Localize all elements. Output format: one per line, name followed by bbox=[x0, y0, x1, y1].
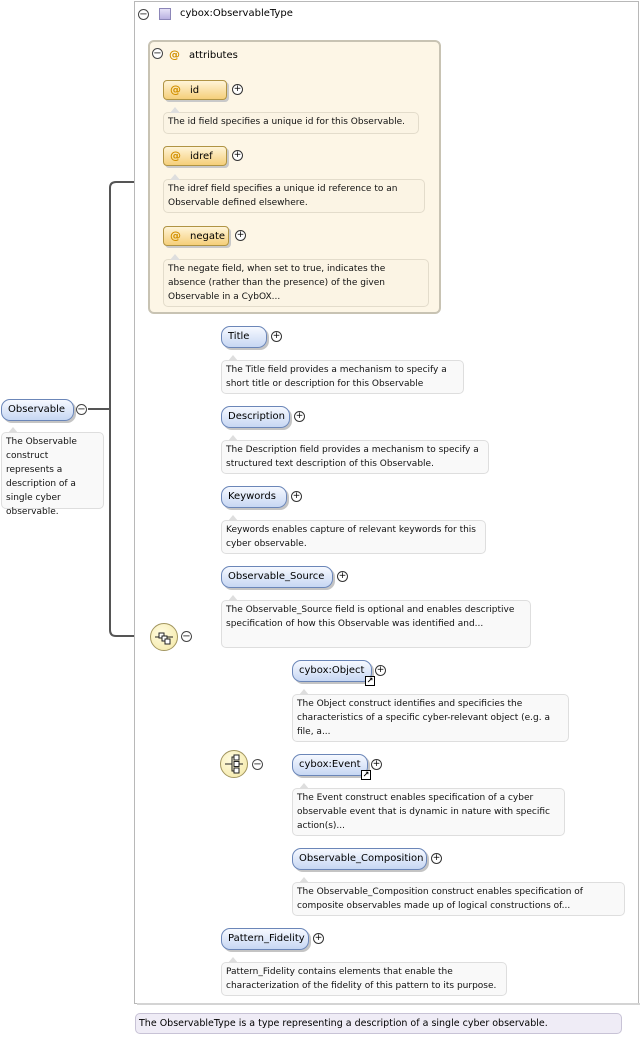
expand-negate-button[interactable]: + bbox=[236, 230, 245, 240]
element-node-observable-source[interactable]: Observable_Source bbox=[221, 566, 333, 588]
sequence-compositor[interactable] bbox=[150, 623, 178, 651]
expand-description-button[interactable]: + bbox=[295, 411, 304, 421]
root-element-node[interactable]: Observable bbox=[1, 399, 74, 421]
attribute-icon: @ bbox=[170, 229, 181, 242]
type-doc: The ObservableType is a type representing a description of a single cyber observable. bbox=[135, 1013, 622, 1034]
element-node-keywords[interactable]: Keywords bbox=[221, 486, 287, 508]
type-collapse-button[interactable]: − bbox=[139, 9, 148, 20]
choice-icon bbox=[221, 751, 247, 777]
element-node-cybox-event[interactable]: cybox:Event bbox=[292, 754, 368, 776]
attribute-icon: @ bbox=[169, 48, 180, 61]
attribute-node-idref[interactable]: @ idref bbox=[163, 146, 227, 166]
attribute-doc-negate: The negate field, when set to true, indicates the absence (rather than the presence) of the given Observable in a CybOX... bbox=[163, 259, 429, 307]
element-node-title[interactable]: Title bbox=[221, 326, 267, 348]
sequence-icon bbox=[151, 624, 177, 650]
expand-keywords-button[interactable]: + bbox=[292, 491, 301, 501]
element-doc-description: The Description field provides a mechanism to specify a structured text description of this Observable. bbox=[221, 440, 489, 474]
type-name: cybox:ObservableType bbox=[180, 8, 293, 19]
type-frame-shadow bbox=[137, 1003, 640, 1005]
expand-cybox-event-button[interactable]: + bbox=[372, 759, 381, 769]
element-doc-observable-source: The Observable_Source field is optional and enables descriptive specification of how this Observable was identified and... bbox=[221, 600, 531, 648]
attributes-header: @ attributes bbox=[169, 48, 238, 61]
attributes-collapse-button[interactable]: − bbox=[153, 48, 162, 59]
expand-idref-button[interactable]: + bbox=[233, 150, 242, 160]
choice-compositor[interactable] bbox=[220, 750, 248, 778]
reference-arrow-icon: ↗ bbox=[362, 770, 370, 779]
attribute-node-id[interactable]: @ id bbox=[163, 80, 227, 100]
attribute-node-negate[interactable]: @ negate bbox=[163, 226, 229, 246]
element-doc-pattern-fidelity: Pattern_Fidelity contains elements that enable the characterization of the fidelity of this pattern to its purpose. bbox=[221, 962, 507, 996]
complex-type-icon bbox=[159, 8, 171, 20]
element-node-cybox-object[interactable]: cybox:Object bbox=[292, 660, 372, 682]
element-node-observable-composition[interactable]: Observable_Composition bbox=[292, 848, 427, 870]
element-node-pattern-fidelity[interactable]: Pattern_Fidelity bbox=[221, 928, 309, 950]
expand-id-button[interactable]: + bbox=[233, 84, 242, 94]
expand-pattern-fidelity-button[interactable]: + bbox=[314, 933, 323, 943]
element-doc-cybox-event: The Event construct enables specification of a cyber observable event that is dynamic in nature with specific action(s)... bbox=[292, 788, 565, 836]
reference-arrow-icon: ↗ bbox=[366, 676, 374, 685]
attribute-doc-idref: The idref field specifies a unique id reference to an Observable defined elsewhere. bbox=[163, 179, 425, 213]
attribute-icon: @ bbox=[170, 149, 181, 162]
expand-observable-source-button[interactable]: + bbox=[338, 571, 347, 581]
attribute-icon: @ bbox=[170, 83, 181, 96]
element-node-description[interactable]: Description bbox=[221, 406, 290, 428]
attribute-doc-id: The id field specifies a unique id for this Observable. bbox=[163, 112, 419, 134]
choice-collapse-button[interactable]: − bbox=[253, 759, 262, 770]
sequence-collapse-button[interactable]: − bbox=[182, 631, 191, 642]
element-doc-title: The Title field provides a mechanism to specify a short title or description for this Observable bbox=[221, 360, 464, 394]
root-element-doc: The Observable construct represents a description of a single cyber observable. bbox=[1, 432, 104, 509]
element-doc-cybox-object: The Object construct identifies and specificies the characteristics of a specific cyber-relevant object (e.g. a file, a... bbox=[292, 694, 569, 742]
expand-cybox-object-button[interactable]: + bbox=[376, 665, 385, 675]
expand-observable-composition-button[interactable]: + bbox=[432, 853, 441, 863]
root-collapse-button[interactable]: − bbox=[77, 404, 86, 415]
element-doc-observable-composition: The Observable_Composition construct enables specification of composite observables made up of logical constructions of... bbox=[292, 882, 625, 916]
expand-title-button[interactable]: + bbox=[272, 331, 281, 341]
element-doc-keywords: Keywords enables capture of relevant keywords for this cyber observable. bbox=[221, 520, 486, 554]
